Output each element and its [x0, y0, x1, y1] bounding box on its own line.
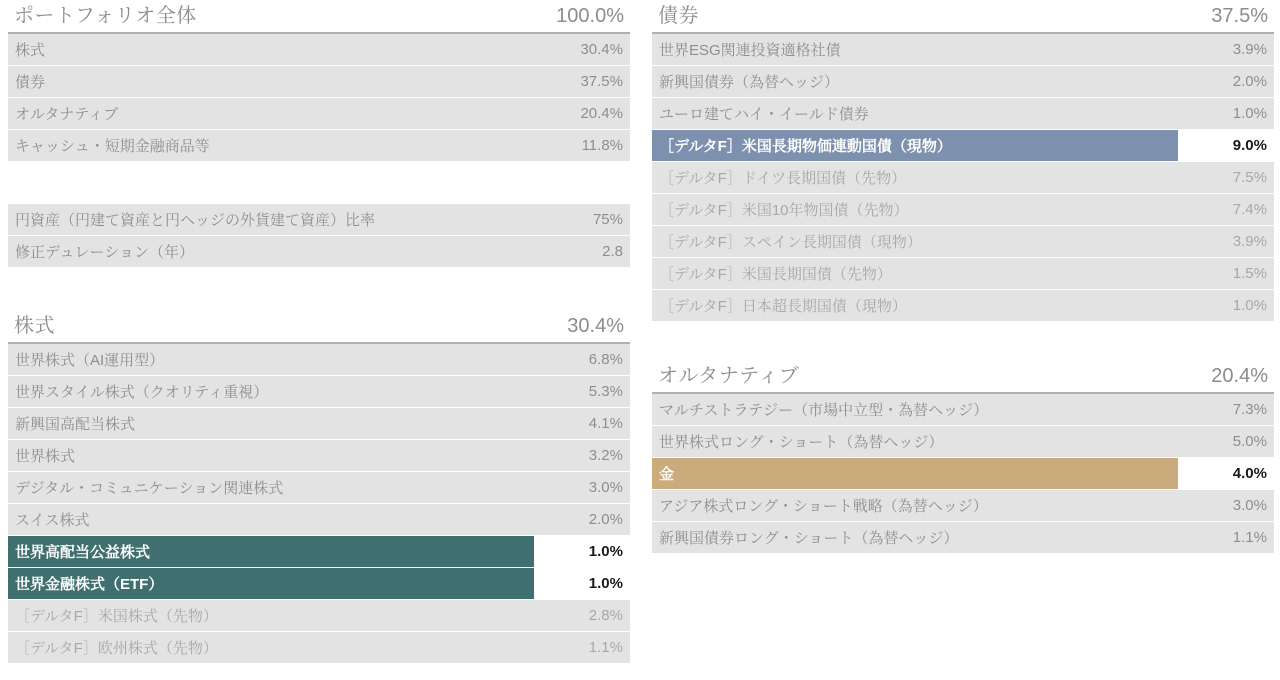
- row-value: 3.2%: [534, 440, 630, 471]
- row-label: 円資産（円建て資産と円ヘッジの外貨建て資産）比率: [8, 204, 534, 235]
- row-label: 世界株式（AI運用型）: [8, 344, 534, 375]
- row-value: 1.0%: [1178, 98, 1274, 129]
- table-row: [652, 34, 1274, 66]
- section-value: 37.5%: [1211, 5, 1268, 27]
- table-row: [8, 600, 630, 632]
- row-label: ［デルタF］米国株式（先物）: [8, 600, 534, 631]
- row-value: 1.0%: [534, 568, 630, 599]
- row-value: 1.1%: [534, 632, 630, 663]
- row-label: 世界株式ロング・ショート（為替ヘッジ）: [652, 426, 1178, 457]
- table-row: [652, 226, 1274, 258]
- row-value: 37.5%: [534, 66, 630, 97]
- row-label: デジタル・コミュニケーション関連株式: [8, 472, 534, 503]
- row-value: 5.0%: [1178, 426, 1274, 457]
- row-value: 3.9%: [1178, 226, 1274, 257]
- row-label: アジア株式ロング・ショート戦略（為替ヘッジ）: [652, 490, 1178, 521]
- table-row: [8, 472, 630, 504]
- row-value: 1.0%: [534, 536, 630, 567]
- table-row: [8, 632, 630, 664]
- right-column: [652, 0, 1274, 554]
- section-alternatives: [652, 360, 1274, 554]
- row-value: 1.1%: [1178, 522, 1274, 553]
- row-label: ［デルタF］欧州株式（先物）: [8, 632, 534, 663]
- table-row: [8, 66, 630, 98]
- table-row: [8, 376, 630, 408]
- row-value: 4.1%: [534, 408, 630, 439]
- table-row: [652, 258, 1274, 290]
- row-label: 世界スタイル株式（クオリティ重視）: [8, 376, 534, 407]
- row-label: 新興国債券ロング・ショート（為替ヘッジ）: [652, 522, 1178, 553]
- row-label: 修正デュレーション（年）: [8, 236, 534, 267]
- table-row-highlighted: [652, 130, 1274, 162]
- section-header-equity: [8, 310, 630, 344]
- row-value: 6.8%: [534, 344, 630, 375]
- table-row: [652, 426, 1274, 458]
- row-value: 2.0%: [1178, 66, 1274, 97]
- row-label: 債券: [8, 66, 534, 97]
- table-row: [8, 344, 630, 376]
- section-equity: [8, 310, 630, 664]
- table-row: [652, 98, 1274, 130]
- section-value: 30.4%: [567, 315, 624, 337]
- row-label: ［デルタF］スペイン長期国債（現物）: [652, 226, 1178, 257]
- table-row-highlighted: [8, 568, 630, 600]
- left-column: [8, 0, 630, 664]
- spacer: [652, 322, 1274, 360]
- row-label: 世界高配当公益株式: [8, 536, 534, 567]
- table-row: [652, 394, 1274, 426]
- spacer: [8, 268, 630, 310]
- table-row: [8, 408, 630, 440]
- table-row: [652, 290, 1274, 322]
- section-stats: [8, 204, 630, 268]
- table-row: [8, 34, 630, 66]
- section-title: 債券: [658, 5, 699, 27]
- table-row: [652, 490, 1274, 522]
- section-header-bonds: [652, 0, 1274, 34]
- row-label: 世界金融株式（ETF）: [8, 568, 534, 599]
- row-label: 新興国債券（為替ヘッジ）: [652, 66, 1178, 97]
- row-label: マルチストラテジー（市場中立型・為替ヘッジ）: [652, 394, 1178, 425]
- section-title: 株式: [14, 315, 55, 337]
- row-label: 世界ESG関連投資適格社債: [652, 34, 1178, 65]
- row-value: 11.8%: [534, 130, 630, 161]
- section-portfolio-overall: [8, 0, 630, 162]
- row-value: 3.0%: [1178, 490, 1274, 521]
- row-value: 20.4%: [534, 98, 630, 129]
- table-row: [8, 130, 630, 162]
- table-row: [8, 204, 630, 236]
- row-label: ［デルタF］米国長期国債（先物）: [652, 258, 1178, 289]
- row-label: 新興国高配当株式: [8, 408, 534, 439]
- section-title: オルタナティブ: [658, 365, 800, 387]
- section-title: ポートフォリオ全体: [14, 5, 197, 27]
- table-row: [652, 522, 1274, 554]
- section-value: 100.0%: [556, 5, 624, 27]
- row-value: 1.0%: [1178, 290, 1274, 321]
- section-header-portfolio: [8, 0, 630, 34]
- table-row: [8, 236, 630, 268]
- row-label: ［デルタF］日本超長期国債（現物）: [652, 290, 1178, 321]
- row-value: 3.9%: [1178, 34, 1274, 65]
- table-row-highlighted: [8, 536, 630, 568]
- row-value: 9.0%: [1178, 130, 1274, 161]
- row-label: 世界株式: [8, 440, 534, 471]
- row-value: 2.0%: [534, 504, 630, 535]
- row-value: 2.8: [534, 236, 630, 267]
- section-value: 20.4%: [1211, 365, 1268, 387]
- section-bonds: [652, 0, 1274, 322]
- table-row: [8, 98, 630, 130]
- row-label: ［デルタF］ドイツ長期国債（先物）: [652, 162, 1178, 193]
- table-row: [652, 194, 1274, 226]
- row-label: オルタナティブ: [8, 98, 534, 129]
- row-label: スイス株式: [8, 504, 534, 535]
- row-label: ユーロ建てハイ・イールド債券: [652, 98, 1178, 129]
- row-value: 3.0%: [534, 472, 630, 503]
- table-row: [652, 162, 1274, 194]
- table-row: [652, 66, 1274, 98]
- row-value: 7.3%: [1178, 394, 1274, 425]
- spacer: [8, 162, 630, 204]
- row-label: ［デルタF］米国長期物価連動国債（現物）: [652, 130, 1178, 161]
- table-row: [8, 440, 630, 472]
- row-value: 1.5%: [1178, 258, 1274, 289]
- row-label: ［デルタF］米国10年物国債（先物）: [652, 194, 1178, 225]
- row-label: 金: [652, 458, 1178, 489]
- row-value: 5.3%: [534, 376, 630, 407]
- row-value: 75%: [534, 204, 630, 235]
- row-label: キャッシュ・短期金融商品等: [8, 130, 534, 161]
- row-value: 7.5%: [1178, 162, 1274, 193]
- section-header-alternatives: [652, 360, 1274, 394]
- row-value: 30.4%: [534, 34, 630, 65]
- table-row: [8, 504, 630, 536]
- row-value: 4.0%: [1178, 458, 1274, 489]
- row-value: 2.8%: [534, 600, 630, 631]
- table-row-highlighted: [652, 458, 1274, 490]
- row-value: 7.4%: [1178, 194, 1274, 225]
- row-label: 株式: [8, 34, 534, 65]
